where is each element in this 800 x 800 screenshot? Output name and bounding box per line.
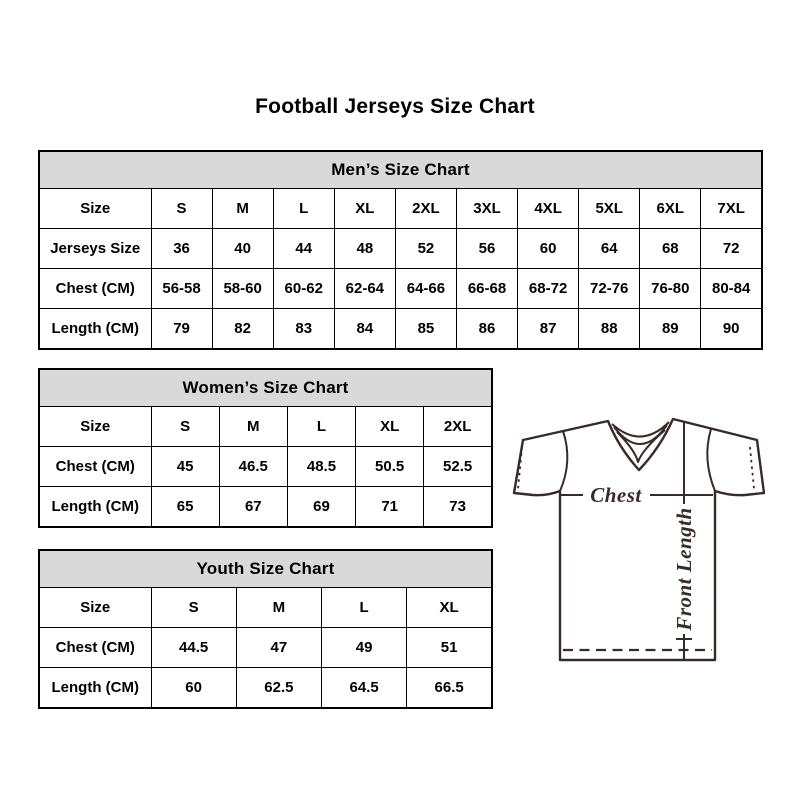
row-label: Size [39, 588, 151, 628]
table-cell: 47 [236, 628, 321, 668]
table-cell: XL [356, 407, 424, 447]
row-label: Length (CM) [39, 487, 151, 528]
table-cell: M [236, 588, 321, 628]
table-header-row [39, 550, 492, 588]
table-row [39, 189, 762, 229]
table-cell: 40 [212, 229, 273, 269]
page-title: Football Jerseys Size Chart [255, 95, 535, 118]
row-label: Size [39, 407, 151, 447]
table-cell: 45 [151, 447, 219, 487]
table-cell: 88 [579, 309, 640, 350]
table-cell: 84 [334, 309, 395, 350]
table-cell: 48.5 [287, 447, 355, 487]
table-cell: 68 [640, 229, 701, 269]
table-cell: L [273, 189, 334, 229]
row-label: Length (CM) [39, 668, 151, 709]
table-cell: 36 [151, 229, 212, 269]
table-cell: 48 [334, 229, 395, 269]
table-cell: 60-62 [273, 269, 334, 309]
table-cell: XL [407, 588, 492, 628]
table-cell: 64 [579, 229, 640, 269]
jersey-outline [514, 419, 764, 660]
table-cell: 5XL [579, 189, 640, 229]
table-cell: 89 [640, 309, 701, 350]
table-cell: XL [334, 189, 395, 229]
table-cell: 80-84 [701, 269, 762, 309]
table-row [39, 487, 492, 528]
table-row [39, 628, 492, 668]
table-cell: 2XL [424, 407, 492, 447]
jersey-diagram [505, 398, 775, 670]
row-label: Chest (CM) [39, 269, 151, 309]
table-cell: 66.5 [407, 668, 492, 709]
table-cell: 90 [701, 309, 762, 350]
table-cell: 50.5 [356, 447, 424, 487]
table-row [39, 229, 762, 269]
table-cell: 72 [701, 229, 762, 269]
womens-size-table [38, 368, 493, 528]
table-cell: L [287, 407, 355, 447]
table-cell: M [219, 407, 287, 447]
table-cell: 7XL [701, 189, 762, 229]
mens-size-table [38, 150, 763, 350]
mens-table-title: Men’s Size Chart [39, 151, 762, 189]
womens-table-title: Women’s Size Chart [39, 369, 492, 407]
chest-label: Chest [590, 483, 642, 507]
table-cell: 52.5 [424, 447, 492, 487]
table-cell: 62.5 [236, 668, 321, 709]
table-cell: 51 [407, 628, 492, 668]
table-cell: 58-60 [212, 269, 273, 309]
table-cell: 76-80 [640, 269, 701, 309]
table-cell: S [151, 189, 212, 229]
table-header-row [39, 151, 762, 189]
table-cell: S [151, 588, 236, 628]
row-label: Chest (CM) [39, 447, 151, 487]
table-cell: 72-76 [579, 269, 640, 309]
table-cell: 83 [273, 309, 334, 350]
table-cell: 64-66 [395, 269, 456, 309]
table-cell: 69 [287, 487, 355, 528]
table-cell: 86 [456, 309, 517, 350]
row-label: Size [39, 189, 151, 229]
front-length-label: Front Length [672, 507, 696, 631]
table-row [39, 447, 492, 487]
table-cell: 68-72 [518, 269, 579, 309]
table-cell: 56-58 [151, 269, 212, 309]
table-cell: 85 [395, 309, 456, 350]
table-cell: 67 [219, 487, 287, 528]
table-cell: L [322, 588, 407, 628]
table-cell: 64.5 [322, 668, 407, 709]
table-row [39, 407, 492, 447]
table-cell: 4XL [518, 189, 579, 229]
table-cell: 2XL [395, 189, 456, 229]
table-cell: 71 [356, 487, 424, 528]
table-cell: 46.5 [219, 447, 287, 487]
table-cell: 52 [395, 229, 456, 269]
table-row [39, 668, 492, 709]
row-label: Length (CM) [39, 309, 151, 350]
row-label: Chest (CM) [39, 628, 151, 668]
table-cell: 3XL [456, 189, 517, 229]
table-cell: 66-68 [456, 269, 517, 309]
table-cell: 6XL [640, 189, 701, 229]
table-cell: 60 [151, 668, 236, 709]
table-cell: M [212, 189, 273, 229]
table-cell: 73 [424, 487, 492, 528]
table-cell: 60 [518, 229, 579, 269]
table-row [39, 309, 762, 350]
table-cell: 79 [151, 309, 212, 350]
table-row [39, 588, 492, 628]
table-cell: 65 [151, 487, 219, 528]
table-cell: 62-64 [334, 269, 395, 309]
table-header-row [39, 369, 492, 407]
table-cell: S [151, 407, 219, 447]
youth-size-table [38, 549, 493, 709]
table-row [39, 269, 762, 309]
table-cell: 87 [518, 309, 579, 350]
table-cell: 82 [212, 309, 273, 350]
table-cell: 44.5 [151, 628, 236, 668]
table-cell: 49 [322, 628, 407, 668]
table-cell: 44 [273, 229, 334, 269]
table-cell: 56 [456, 229, 517, 269]
row-label: Jerseys Size [39, 229, 151, 269]
youth-table-title: Youth Size Chart [39, 550, 492, 588]
